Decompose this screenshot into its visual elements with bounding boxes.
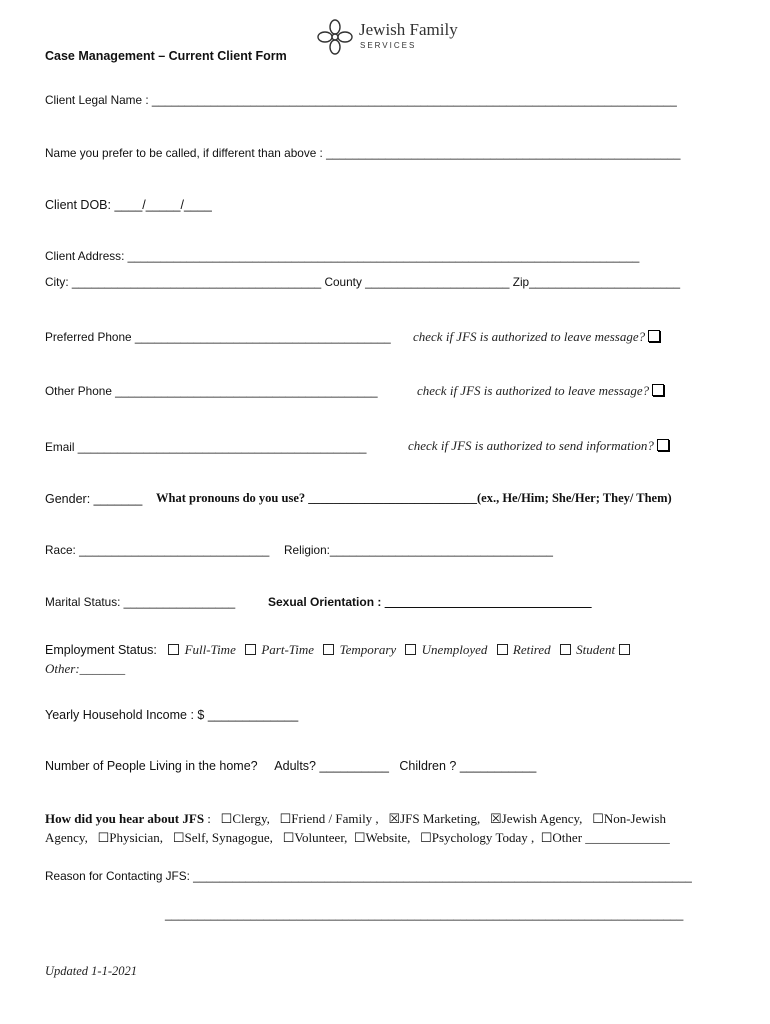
referral-clergy[interactable]: ☐Clergy, — [220, 811, 270, 826]
updated-date: Updated 1-1-2021 — [45, 964, 137, 978]
checkbox-icon[interactable] — [648, 330, 660, 342]
logo-sub: SERVICES — [360, 41, 417, 50]
email-check-label: check if JFS is authorized to send information? — [408, 438, 654, 453]
referral-self-synagogue[interactable]: ☐Self, Synagogue, — [172, 830, 273, 845]
legal-name-field[interactable]: Client Legal Name : ________________________________________________________________________________ — [45, 93, 677, 107]
pronouns-field[interactable]: What pronouns do you use? ___________________________(ex., He/Him; She/Her; They/ Them) — [156, 491, 672, 505]
employment-other-field[interactable]: Other:_______ — [45, 661, 126, 676]
preferred-phone-check-label: check if JFS is authorized to leave message? — [413, 329, 646, 344]
race-field[interactable]: Race: _____________________________ — [45, 543, 270, 557]
other-checkbox[interactable] — [619, 644, 630, 655]
sexual-orientation-field[interactable] — [268, 595, 592, 609]
referral-source-line2 — [45, 830, 670, 846]
employment-status — [45, 641, 632, 659]
retired-label: Retired — [512, 642, 551, 657]
referral-jewish-agency[interactable]: ☒Jewish Agency, — [490, 811, 583, 826]
employment-label: Employment Status: — [45, 643, 157, 657]
other-phone-field[interactable]: Other Phone ________________________________________ — [45, 384, 378, 398]
city-county-zip-field[interactable]: City: ______________________________________ County ______________________ Zip_______________________ — [45, 275, 681, 289]
flower-logo-icon — [316, 18, 354, 56]
part-time-label: Part-Time — [261, 642, 315, 657]
referral-volunteer[interactable]: ☐Volunteer, — [282, 830, 348, 845]
reason-for-contact-field[interactable]: Reason for Contacting JFS: ____________________________________________________________________________ — [45, 869, 692, 883]
gender-field[interactable]: Gender: _______ — [45, 492, 143, 506]
referral-jfs-marketing[interactable]: ☒JFS Marketing, — [388, 811, 481, 826]
email-check[interactable] — [408, 438, 669, 454]
unemployed-checkbox[interactable] — [405, 644, 416, 655]
referral-psychology-today[interactable]: ☐Psychology Today , — [420, 830, 535, 845]
temporary-label: Temporary — [339, 642, 397, 657]
referral-source-line1: How did you hear about JFS : ☐Clergy, ☐Friend / Family , ☒JFS Marketing, ☒Jewish Agency, ☐Non-Jewish — [45, 811, 666, 826]
dob-field[interactable]: Client DOB: ____/_____/____ — [45, 198, 212, 212]
referral-agency-label: Agency, — [45, 830, 88, 845]
referral-label: How did you hear about JFS — [45, 811, 205, 826]
referral-website[interactable]: ☐Website, — [353, 830, 411, 845]
sexual-orientation-line: _______________________________ — [384, 595, 592, 609]
unemployed-label: Unemployed — [421, 642, 488, 657]
email-field[interactable]: Email ____________________________________________ — [45, 440, 367, 454]
part-time-checkbox[interactable] — [245, 644, 256, 655]
full-time-label: Full-Time — [184, 642, 236, 657]
logo-name: Jewish Family — [359, 20, 458, 39]
referral-physician[interactable]: ☐Physician, — [97, 830, 164, 845]
student-label: Student — [576, 642, 616, 657]
student-checkbox[interactable] — [560, 644, 571, 655]
referral-other[interactable]: ☐Other _____________ — [540, 830, 670, 845]
other-phone-check-label: check if JFS is authorized to leave message? — [417, 383, 650, 398]
religion-field[interactable]: Religion:__________________________________ — [284, 543, 553, 557]
reason-for-contact-line2[interactable]: _______________________________________________________________________________ — [165, 907, 684, 921]
full-time-checkbox[interactable] — [168, 644, 179, 655]
logo — [316, 16, 466, 58]
preferred-phone-field[interactable]: Preferred Phone _______________________________________ — [45, 330, 391, 344]
household-count-field[interactable]: Number of People Living in the home? Adults? __________ Children ? ___________ — [45, 759, 537, 773]
other-phone-check[interactable] — [417, 383, 664, 399]
retired-checkbox[interactable] — [497, 644, 508, 655]
preferred-name-field[interactable]: Name you prefer to be called, if different than above : ______________________________________________________ — [45, 146, 681, 160]
checkbox-icon[interactable] — [652, 384, 664, 396]
marital-status-field[interactable]: Marital Status: _________________ — [45, 595, 236, 609]
checkbox-icon[interactable] — [657, 439, 669, 451]
household-income-field[interactable]: Yearly Household Income : $ _____________ — [45, 708, 299, 722]
referral-friend-family[interactable]: ☐Friend / Family , — [279, 811, 379, 826]
form-title: Case Management – Current Client Form — [45, 49, 287, 63]
temporary-checkbox[interactable] — [323, 644, 334, 655]
sexual-orientation-label: Sexual Orientation : — [268, 595, 385, 609]
preferred-phone-check[interactable] — [413, 329, 660, 345]
address-field[interactable]: Client Address: ______________________________________________________________________________ — [45, 249, 640, 263]
referral-non-jewish[interactable]: ☐Non-Jewish — [592, 811, 666, 826]
